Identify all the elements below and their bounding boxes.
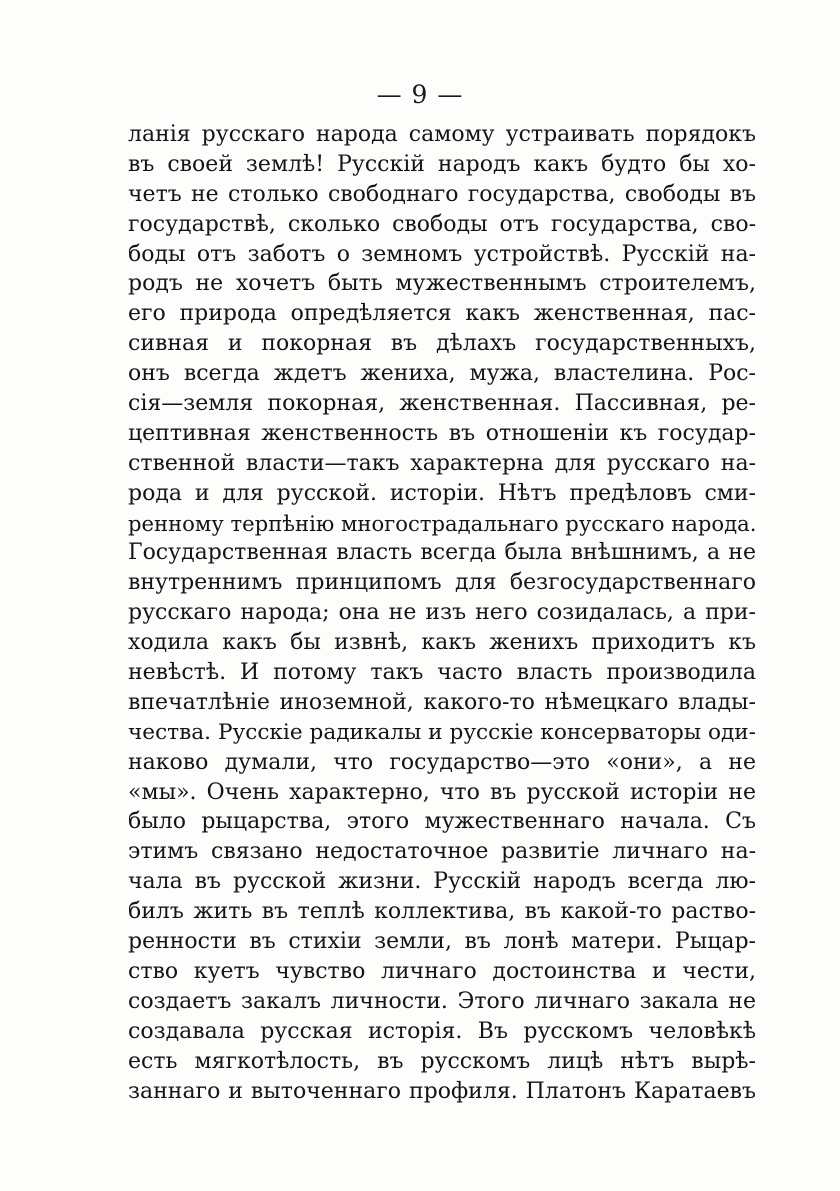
text-line: ходила какъ бы извнѣ, какъ женихъ приходитъ къ	[128, 630, 756, 656]
text-line: государствѣ, сколько свободы отъ государства, сво-	[128, 211, 756, 237]
text-line: ство куетъ чувство личнаго достоинства и чести,	[128, 958, 756, 984]
text-line: было рыцарства, этого мужественнаго начала. Съ	[128, 809, 756, 835]
text-line: впечатлѣніе иноземной, какого-то нѣмецкаго влады-	[128, 689, 756, 715]
text-line: внутреннимъ принципомъ для безгосударственнаго	[128, 570, 756, 596]
text-line: невѣстѣ. И потому такъ часто власть производила	[128, 660, 756, 686]
text-line: русскаго народа; она не изъ него созидалась, а при-	[128, 600, 756, 626]
text-line: «мы». Очень характерно, что въ русской исторіи не	[128, 779, 756, 805]
page-number: — 9 —	[376, 80, 464, 109]
text-line: сивная и покорная въ дѣлахъ государственныхъ,	[128, 331, 756, 357]
text-line: создаетъ закалъ личности. Этого личнаго закала не	[128, 988, 756, 1014]
text-line: ланія русскаго народа самому устраивать порядокъ	[128, 122, 756, 147]
text-line: сія—земля покорная, женственная. Пассивная, ре-	[128, 391, 756, 417]
body-text	[128, 120, 756, 1106]
text-line: ренности въ стихіи земли, въ лонѣ матери. Рыцар-	[128, 929, 756, 955]
text-line: этимъ связано недостаточное развитіе личнаго на-	[128, 839, 756, 865]
text-line: цептивная женственность въ отношеніи къ государ-	[128, 420, 756, 446]
text-line: его природа опредѣляется какъ женственная, пас-	[128, 301, 756, 327]
text-line: родъ не хочетъ быть мужественнымъ строителемъ,	[128, 271, 756, 297]
text-line: заннаго и выточеннаго профиля. Платонъ Каратаевъ	[128, 1078, 756, 1104]
text-line: билъ жить въ теплѣ коллектива, въ какой-то раство-	[128, 899, 756, 925]
text-line: рода и для русской. исторіи. Нѣтъ предѣловъ сми-	[128, 480, 756, 506]
text-line: чества. Русскіе радикалы и русскіе консерваторы оди-	[128, 719, 756, 745]
text-line: ренному терпѣнію многострадальнаго русскаго народа.	[128, 510, 757, 536]
text-line: боды отъ заботъ о земномъ устройствѣ. Русскій на-	[128, 241, 756, 267]
text-line: онъ всегда ждетъ жениха, мужа, властелина. Рос-	[128, 361, 756, 387]
text-line: наково думали, что государство—это «они», а не	[128, 749, 756, 775]
text-line: есть мягкотѣлость, въ русскомъ лицѣ нѣтъ вырѣ-	[128, 1048, 756, 1074]
text-line: Государственная власть всегда была внѣшнимъ, а не	[128, 540, 756, 566]
text-line: создавала русская исторія. Въ русскомъ человѣкѣ	[128, 1018, 756, 1044]
text-line: ственной власти—такъ характерна для русскаго на-	[128, 450, 756, 476]
text-line: чала въ русской жизни. Русскій народъ всегда лю-	[128, 869, 756, 895]
text-line: въ своей землѣ! Русскій народъ какъ будто бы хо-	[128, 151, 756, 177]
text-line: четъ не столько свободнаго государства, свободы въ	[128, 181, 756, 207]
